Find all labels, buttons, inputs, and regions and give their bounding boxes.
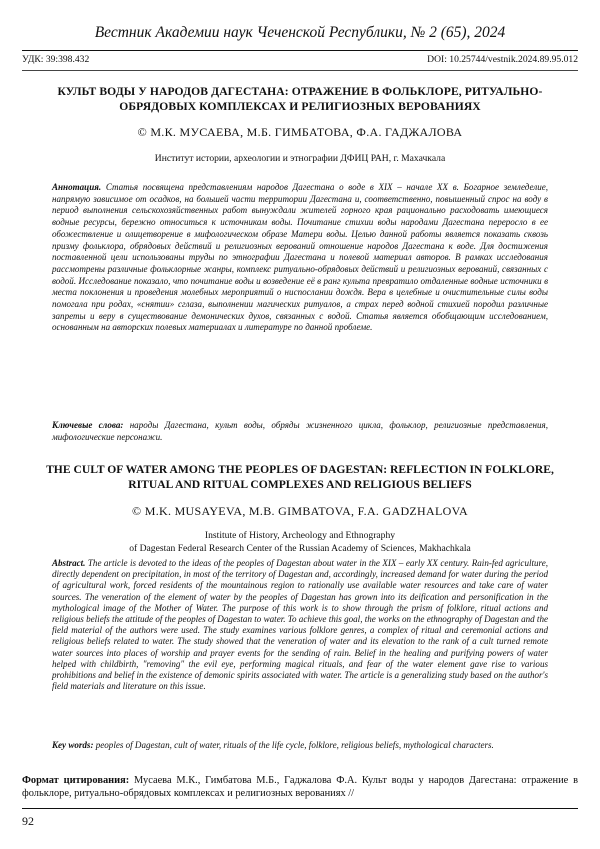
doi-link[interactable]: DOI: 10.25744/vestnik.2024.89.95.012 [427,54,578,65]
article-title-ru: КУЛЬТ ВОДЫ У НАРОДОВ ДАГЕСТАНА: ОТРАЖЕНИЕ В ФОЛЬКЛОРЕ, РИТУАЛЬНО-ОБРЯДОВЫХ КОМПЛЕКСАХ И РЕЛИГИОЗНЫХ ВЕРОВАНИЯХ [57,85,543,113]
abstract-ru [52,182,548,334]
abstract-en [52,558,548,692]
keywords-en-text: peoples of Dagestan, cult of water, rituals of the life cycle, folklore, religious beliefs, mythological characters. [95,740,494,750]
affiliation-en-line-1: Institute of History, Archeology and Ethnography [204,530,396,541]
abstract-ru-text: Статья посвящена представлениям народов Дагестана о воде в XIX – начале XX в. Богарное земледелие, напрямую зависимое от осадков, на большей части территории Дагестана и, соответственно, повышенный спрос на воду в период выполнения сельскохозяйственных работ вынуждали жителей горного края рационально расходовать имеющиеся водные ресурсы, бережно относиться к источникам воды. Почитание стихии воды народами Дагестана переросло в ее обожествление и олицетворение в мифологическом образе Матери воды. Целью данной работы является показать сквозь призму фольклора, обрядовых действий и религиозных верований отношение народов Дагестана к воде. Для достижения поставленной цели использованы труды по этнографии Дагестана и полевой материал авторов. В рамках исследования рассмотрены различные фольклорные жанры, комплекс ритуально-обрядовых действий и религиозных верований, связанных с водой. Исследование показало, что почитание воды и возведение её в ранг культа превратило отдаленные водные источники в места поклонения и проведения молебных мероприятий о ниспослании дождя. Вера в целебные и очистительные силы воды помогала при родах, «снятии» сглаза, выполнении магических ритуалов, а страх перед водной стихией породил различные запреты и веру в существование демонических духов, связанных с водой. Статья является обобщающим исследованием, основанным на авторских полевых материалах и литературе по данной проблеме. [52,182,549,333]
affiliation-en-line-2: of Dagestan Federal Research Center of the Russian Academy of Sciences, Makhachkala [129,542,471,554]
page-number: 92 [22,814,34,828]
keywords-en [52,740,548,751]
abstract-en-text: The article is devoted to the ideas of the peoples of Dagestan about water in the XIX – early XX century. Rain-fed agriculture, directly dependent on precipitation, in most of the territory of Dagestan and, accordingly, increased demand for water during the period of agricultural work, forced residents of the mountainous region to rationally use available water resources and take care of water sources. The veneration of the element of water by the peoples of Dagestan has grown into its deification and personification in the mythological image of the Mother of Water. The purpose of this work is to show through the prism of folklore, ritual actions and religious beliefs the attitude of the peoples of Dagestan to water. To achieve this goal, the works on the ethnography of Dagestan and the field material of the authors were used. The study examines various folklore genres, a complex of ritual and ceremonial actions and religious beliefs related to water. The study showed that the veneration of water and its elevation to the rank of a cult turned remote water sources into places of worship and prayer events for the sending of rain. Belief in the healing and purifying powers of water helped with childbirth, "removing" the evil eye, performing magical rituals, and fear of the water element gave rise to various prohibitions and belief in the existence of demonic spirits associated with water. The article is a generalizing study based on the author's field materials and literature on this issue. [52,558,548,692]
keywords-ru-label: Ключевые слова: [52,420,124,430]
keywords-en-label: Key words: [52,740,94,750]
article-meta-row [22,54,578,71]
citation-format [22,774,578,800]
authors-en: © M.K. MUSAYEVA, M.B. GIMBATOVA, F.A. GADZHALOVA [132,504,468,518]
page-footer [22,808,578,829]
keywords-ru [52,420,548,443]
article-title-en: THE CULT OF WATER AMONG THE PEOPLES OF DAGESTAN: REFLECTION IN FOLKLORE, RITUAL AND RITUAL COMPLEXES AND RELIGIOUS BELIEFS [46,463,554,491]
udc-code: УДК: 39:398.432 [22,54,90,65]
keywords-ru-text: народы Дагестана, культ воды, обряды жизненного цикла, фольклор, религиозные представления, мифологические персонажи. [52,420,549,442]
journal-header: Вестник Академии наук Чеченской Республики, № 2 (65), 2024 [22,24,578,51]
citation-label: Формат цитирования: [22,775,130,786]
affiliation-en [22,530,578,555]
abstract-en-label: Abstract. [52,558,86,568]
abstract-ru-label: Аннотация. [52,182,102,192]
authors-ru: © М.К. МУСАЕВА, М.Б. ГИМБАТОВА, Ф.А. ГАДЖАЛОВА [137,125,463,139]
citation-text: Мусаева М.К., Гимбатова М.Б., Гаджалова Ф.А. Культ воды у народов Дагестана: отражение в фольклоре, ритуально-обрядовых комплексах и религиозных верованиях // [22,775,578,799]
affiliation-ru: Институт истории, археологии и этнографии ДФИЦ РАН, г. Махачкала [154,153,446,164]
